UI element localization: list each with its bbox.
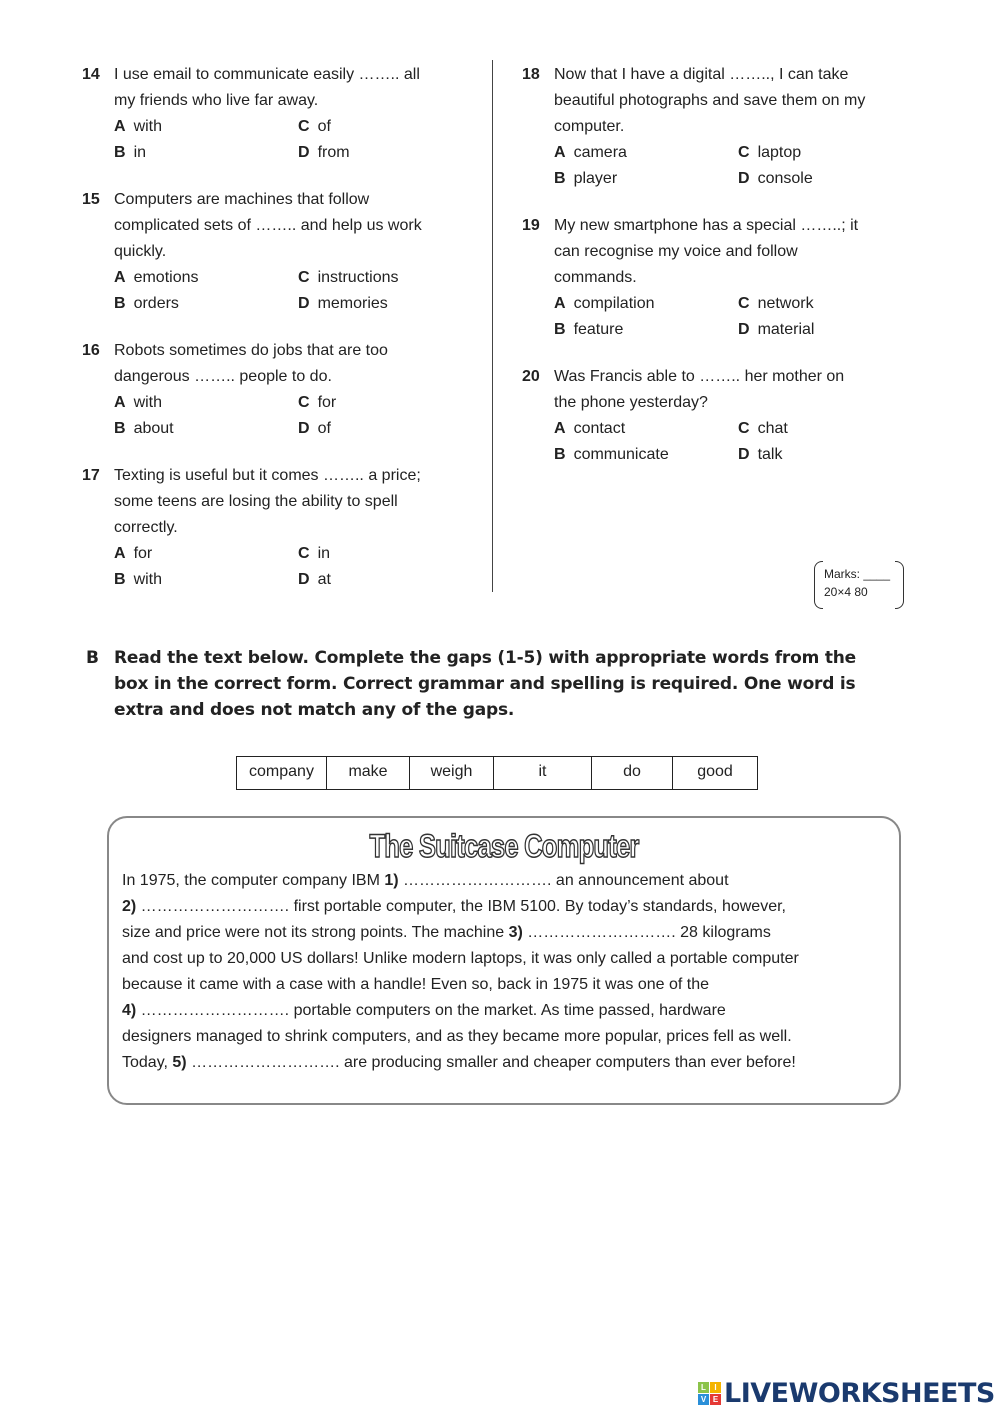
- option-text: player: [573, 170, 618, 187]
- option-letter: B: [114, 144, 126, 161]
- question-number: 20: [522, 368, 540, 385]
- option-letter: B: [554, 321, 566, 338]
- question-text: My new smartphone has a special ……..; it: [554, 217, 859, 234]
- answer-options: [114, 114, 482, 166]
- column-divider: [492, 60, 493, 592]
- answer-option[interactable]: [298, 541, 482, 567]
- answer-option[interactable]: [298, 140, 482, 166]
- word-box: [236, 756, 758, 790]
- option-text: laptop: [757, 144, 802, 161]
- story-text: because it came with a case with a handle! Even so, back in 1975 it was one of the: [122, 976, 710, 993]
- answer-option[interactable]: [114, 291, 298, 317]
- answer-options: [114, 541, 482, 593]
- answer-option[interactable]: [298, 390, 482, 416]
- answer-option[interactable]: [114, 390, 298, 416]
- word-box-item: it: [494, 757, 592, 789]
- gap-number: 3): [508, 924, 523, 941]
- question-text: beautiful photographs and save them on my: [554, 92, 866, 109]
- story-line: [122, 998, 799, 1024]
- option-letter: C: [738, 144, 750, 161]
- answer-option[interactable]: [554, 416, 738, 442]
- question: [522, 213, 922, 343]
- option-letter: C: [298, 269, 310, 286]
- answer-option[interactable]: [114, 541, 298, 567]
- option-letter: B: [114, 571, 126, 588]
- answer-option[interactable]: [738, 140, 922, 166]
- question-text: Robots sometimes do jobs that are too: [114, 342, 388, 359]
- option-letter: B: [114, 295, 126, 312]
- option-letter: D: [298, 420, 310, 437]
- option-text: emotions: [133, 269, 199, 286]
- answer-option[interactable]: [554, 166, 738, 192]
- story-text: In 1975, the computer company IBM: [122, 872, 385, 889]
- answer-option[interactable]: [738, 416, 922, 442]
- option-text: in: [133, 144, 147, 161]
- option-text: from: [317, 144, 350, 161]
- story-line: [122, 946, 799, 972]
- question-number: 18: [522, 66, 540, 83]
- option-text: compilation: [573, 295, 655, 312]
- question-text: quickly.: [114, 243, 167, 260]
- question-number: 19: [522, 217, 540, 234]
- question: [522, 62, 922, 192]
- option-text: with: [133, 571, 163, 588]
- question: [82, 338, 482, 442]
- right-questions: [522, 62, 922, 489]
- option-letter: C: [738, 420, 750, 437]
- option-letter: A: [114, 118, 126, 135]
- story-text: ………………………. 28 kilograms: [522, 924, 771, 941]
- answer-option[interactable]: [114, 416, 298, 442]
- answer-options: [554, 291, 922, 343]
- question: [82, 463, 482, 593]
- gap-number: 2): [122, 898, 137, 915]
- instruction-line: Read the text below. Complete the gaps (1-5) with appropriate words from the: [114, 648, 856, 668]
- answer-option[interactable]: [114, 567, 298, 593]
- option-text: of: [317, 118, 331, 135]
- instruction-line: extra and does not match any of the gaps.: [114, 700, 515, 720]
- option-letter: C: [298, 118, 310, 135]
- logo-icon: [698, 1382, 721, 1405]
- answer-option[interactable]: [554, 291, 738, 317]
- answer-options: [554, 140, 922, 192]
- option-letter: C: [298, 394, 310, 411]
- answer-options: [114, 390, 482, 442]
- option-text: camera: [573, 144, 627, 161]
- question-text: commands.: [554, 269, 637, 286]
- option-text: feature: [573, 321, 624, 338]
- question-number: 15: [82, 191, 100, 208]
- word-box-item: company: [237, 757, 327, 789]
- gap-number: 1): [384, 872, 399, 889]
- word-box-item: do: [592, 757, 673, 789]
- answer-options: [114, 265, 482, 317]
- option-letter: D: [298, 144, 310, 161]
- story-title: The Suitcase Computer: [369, 828, 639, 864]
- answer-option[interactable]: [298, 567, 482, 593]
- answer-option[interactable]: [114, 265, 298, 291]
- word-box-item: good: [697, 763, 733, 780]
- story-line: [122, 894, 799, 920]
- option-letter: B: [114, 420, 126, 437]
- answer-option[interactable]: [738, 442, 922, 468]
- logo-letter: L: [698, 1382, 709, 1393]
- story-line: [122, 1050, 799, 1076]
- option-letter: C: [298, 545, 310, 562]
- section-b-instructions: [86, 645, 906, 723]
- logo-text: LIVEWORKSHEETS: [724, 1378, 995, 1409]
- question-text: complicated sets of …….. and help us work: [114, 217, 422, 234]
- option-letter: A: [554, 420, 566, 437]
- story-line: [122, 972, 799, 998]
- logo-letter: V: [698, 1394, 709, 1405]
- option-text: with: [133, 394, 163, 411]
- option-letter: D: [738, 170, 750, 187]
- option-text: material: [757, 321, 815, 338]
- answer-option[interactable]: [298, 291, 482, 317]
- option-letter: A: [554, 144, 566, 161]
- option-letter: D: [738, 446, 750, 463]
- gap-number: 4): [122, 1002, 137, 1019]
- option-letter: D: [298, 295, 310, 312]
- answer-option[interactable]: [114, 140, 298, 166]
- story-text: size and price were not its strong points. The machine: [122, 924, 509, 941]
- instruction-line: box in the correct form. Correct grammar and spelling is required. One word is: [114, 674, 856, 694]
- word-box-item: make: [327, 757, 410, 789]
- option-text: with: [133, 118, 163, 135]
- answer-option[interactable]: [554, 442, 738, 468]
- option-text: talk: [757, 446, 783, 463]
- option-text: console: [757, 170, 813, 187]
- story-line: [122, 868, 799, 894]
- question-text: some teens are losing the ability to spell: [114, 493, 398, 510]
- option-text: in: [317, 545, 331, 562]
- option-text: about: [133, 420, 174, 437]
- answer-option[interactable]: [114, 114, 298, 140]
- option-text: memories: [317, 295, 388, 312]
- option-letter: A: [114, 269, 126, 286]
- option-letter: C: [738, 295, 750, 312]
- answer-option[interactable]: [298, 114, 482, 140]
- option-text: at: [317, 571, 331, 588]
- question: [82, 187, 482, 317]
- option-letter: A: [554, 295, 566, 312]
- option-letter: D: [298, 571, 310, 588]
- answer-option[interactable]: [298, 265, 482, 291]
- question-number: 14: [82, 66, 100, 83]
- option-letter: B: [554, 170, 566, 187]
- question-text: I use email to communicate easily …….. all: [114, 66, 420, 83]
- question-text: Texting is useful but it comes …….. a price;: [114, 467, 421, 484]
- gap-number: 5): [172, 1054, 187, 1071]
- answer-option[interactable]: [738, 317, 922, 343]
- option-letter: A: [114, 394, 126, 411]
- section-letter: B: [86, 648, 99, 668]
- option-text: orders: [133, 295, 179, 312]
- story-text: ………………………. an announcement about: [398, 872, 729, 889]
- option-text: network: [757, 295, 814, 312]
- logo-letter: I: [710, 1382, 721, 1393]
- question: [82, 62, 482, 166]
- story-text: ………………………. are producing smaller and cheaper computers than ever before!: [186, 1054, 796, 1071]
- answer-option[interactable]: [738, 291, 922, 317]
- option-text: for: [133, 545, 153, 562]
- question-text: correctly.: [114, 519, 178, 536]
- option-text: chat: [757, 420, 788, 437]
- question-text: computer.: [554, 118, 625, 135]
- question: [522, 364, 922, 468]
- left-questions: [82, 62, 482, 614]
- marks-label: Marks: ____: [824, 567, 891, 581]
- question-number: 16: [82, 342, 100, 359]
- question-text: the phone yesterday?: [554, 394, 708, 411]
- option-text: of: [317, 420, 331, 437]
- answer-options: [554, 416, 922, 468]
- question-number: 17: [82, 467, 100, 484]
- answer-option[interactable]: [554, 140, 738, 166]
- question-text: my friends who live far away.: [114, 92, 319, 109]
- logo-letter: E: [710, 1394, 721, 1405]
- story-text: ………………………. first portable computer, the IBM 5100. By today’s standards, however,: [136, 898, 786, 915]
- liveworksheets-logo: [698, 1378, 995, 1409]
- option-letter: B: [554, 446, 566, 463]
- story-box: [107, 816, 901, 1105]
- story-text: Today,: [122, 1054, 173, 1071]
- option-text: contact: [573, 420, 626, 437]
- answer-option[interactable]: [298, 416, 482, 442]
- answer-option[interactable]: [738, 166, 922, 192]
- marks-box: [814, 561, 904, 609]
- marks-score: 20×4 80: [824, 585, 868, 599]
- option-text: for: [317, 394, 337, 411]
- option-letter: D: [738, 321, 750, 338]
- story-line: [122, 1024, 799, 1050]
- option-text: communicate: [573, 446, 669, 463]
- question-text: Now that I have a digital …….., I can take: [554, 66, 849, 83]
- question-text: dangerous …….. people to do.: [114, 368, 332, 385]
- option-letter: A: [114, 545, 126, 562]
- story-text: ………………………. portable computers on the market. As time passed, hardware: [136, 1002, 726, 1019]
- story-text: and cost up to 20,000 US dollars! Unlike modern laptops, it was only called a portable computer: [122, 950, 799, 967]
- story-text: designers managed to shrink computers, and as they became more popular, prices fell as well.: [122, 1028, 792, 1045]
- question-text: Was Francis able to …….. her mother on: [554, 368, 845, 385]
- story-line: [122, 920, 799, 946]
- answer-option[interactable]: [554, 317, 738, 343]
- question-text: can recognise my voice and follow: [554, 243, 798, 260]
- word-box-item: weigh: [410, 757, 494, 789]
- option-text: instructions: [317, 269, 399, 286]
- question-text: Computers are machines that follow: [114, 191, 370, 208]
